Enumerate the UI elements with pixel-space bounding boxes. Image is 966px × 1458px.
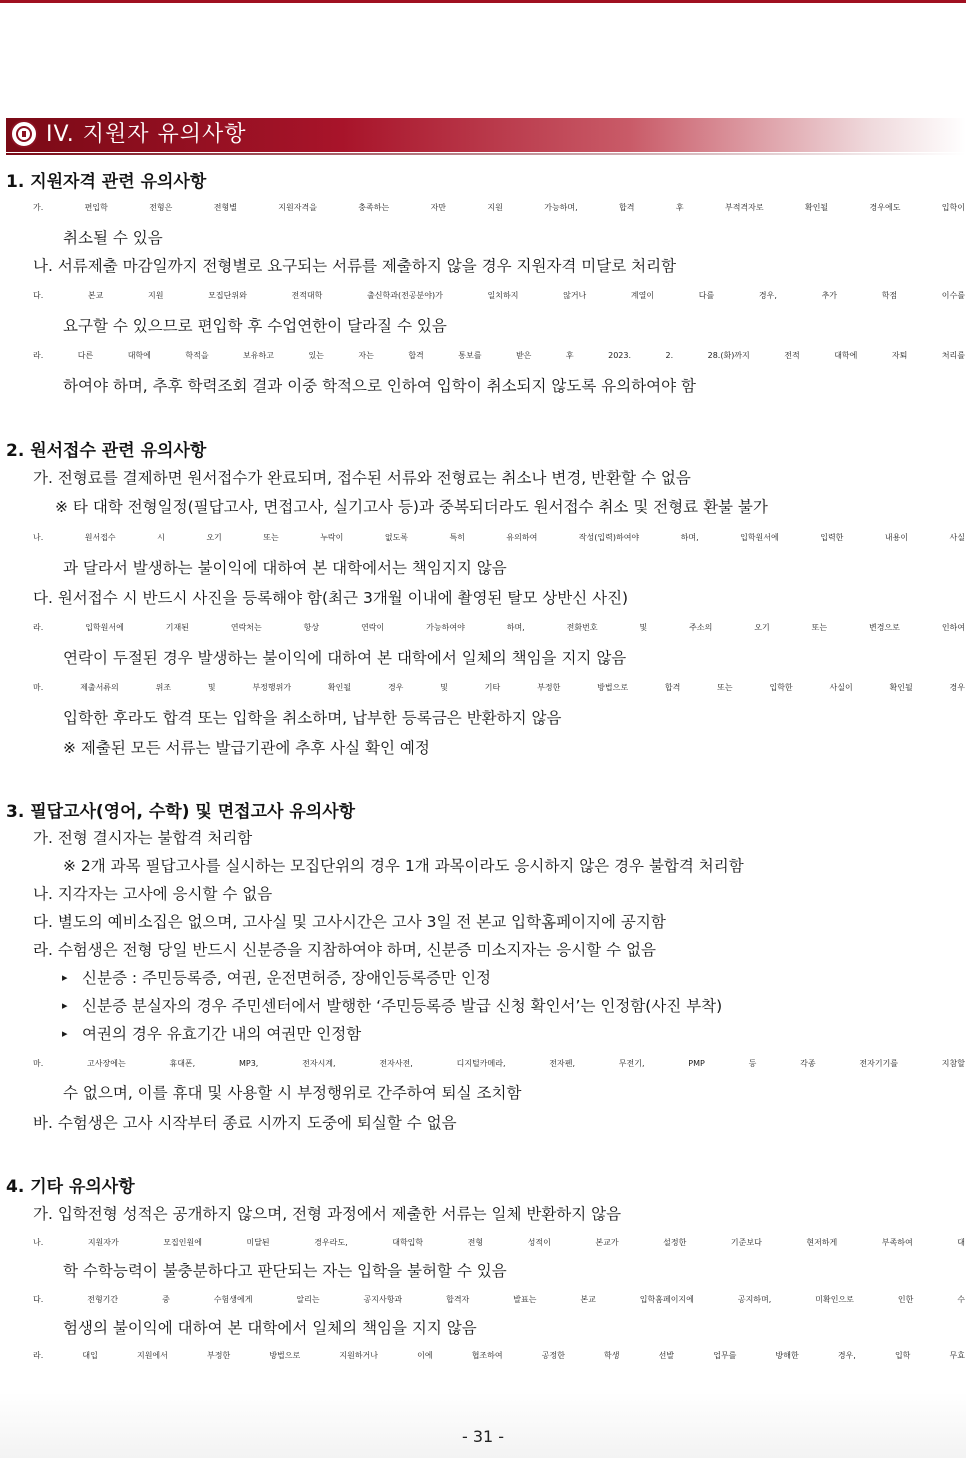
list-item: 가. 입학전형 성적은 공개하지 않으며, 전형 과정에서 제출한 서류는 일체 반환하지 않음 (33, 1205, 622, 1223)
section-title-2: 2. 원서접수 관련 유의사항 (6, 441, 207, 461)
section-title-3: 3. 필답고사(영어, 수학) 및 면접고사 유의사항 (6, 802, 356, 822)
list-item: 나. 지원자가 모집인원에 미달된 경우라도, 대학입학 전형 성적이 본교가 설정한 기준보다 현저하게 부족하여 대 (33, 1238, 965, 1247)
list-item: 마. 제출서류의 위조 및 부정행위가 확인될 경우 및 기타 부정한 방법으로 합격 또는 입학한 사실이 확인될 경우 (33, 683, 965, 692)
list-item: 가. 편입학 전형은 전형별 지원자격을 충족하는 자만 지원 가능하며, 합격 후 부적격자로 확인될 경우에도 입학이 (33, 203, 965, 212)
list-item-cont: 험생의 불이익에 대하여 본 대학에서 일체의 책임을 지지 않음 (63, 1319, 477, 1337)
list-item: 라. 입학원서에 기재된 연락처는 항상 연락이 가능하여야 하며, 전화번호 및 주소의 오기 또는 변경으로 인하여 (33, 623, 965, 632)
list-item-cont: 하여야 하며, 추후 학력조회 결과 이중 학적으로 인하여 입학이 취소되지 않도록 유의하여야 함 (63, 377, 697, 395)
bullet-marker-icon: ▸ (62, 1027, 68, 1040)
list-item: 나. 서류제출 마감일까지 전형별로 요구되는 서류를 제출하지 않을 경우 지원자격 미달로 처리함 (33, 257, 677, 275)
bullet-marker-icon: ▸ (62, 971, 68, 984)
list-item-cont: 학 수학능력이 불충분하다고 판단되는 자는 입학을 불허할 수 있음 (63, 1262, 507, 1280)
bullet-item: 신분증 : 주민등록증, 여권, 운전면허증, 장애인등록증만 인정 (82, 969, 491, 987)
list-item: 가. 전형료를 결제하면 원서접수가 완료되며, 접수된 서류와 전형료는 취소나 변경, 반환할 수 없음 (33, 469, 691, 487)
list-item: 라. 수험생은 전형 당일 반드시 신분증을 지참하여야 하며, 신분증 미소지자는 응시할 수 없음 (33, 941, 656, 959)
section-header-bar (6, 118, 966, 152)
note-item: ※ 2개 과목 필답고사를 실시하는 모집단위의 경우 1개 과목이라도 응시하지 않은 경우 불합격 처리함 (63, 857, 744, 875)
note-item: ※ 제출된 모든 서류는 발급기관에 추후 사실 확인 예정 (63, 739, 430, 757)
list-item: 라. 다른 대학에 학적을 보유하고 있는 자는 합격 통보를 받은 후 2023. 2. 28.(화)까지 전적 대학에 자퇴 처리를 (33, 351, 965, 360)
list-item-cont: 연락이 두절된 경우 발생하는 불이익에 대하여 본 대학에서 일체의 책임을 지지 않음 (63, 649, 627, 667)
list-item-cont: 입학한 후라도 합격 또는 입학을 취소하며, 납부한 등록금은 반환하지 않음 (63, 709, 562, 727)
section-title-4: 4. 기타 유의사항 (6, 1177, 135, 1197)
list-item: 다. 본교 지원 모집단위와 전적대학 출신학과(전공분야)가 일치하지 않거나 계열이 다를 경우, 추가 학점 이수를 (33, 291, 965, 300)
bullet-item: 여권의 경우 유효기간 내의 여권만 인정함 (82, 1025, 362, 1043)
list-item-cont: 요구할 수 있으므로 편입학 후 수업연한이 달라질 수 있음 (63, 317, 447, 335)
list-item-cont: 과 달라서 발생하는 불이익에 대하여 본 대학에서는 책임지지 않음 (63, 559, 507, 577)
list-item-cont: 취소될 수 있음 (63, 229, 163, 247)
list-item: 다. 전형기간 중 수험생에게 알리는 공지사항과 합격자 발표는 본교 입학홈페이지에 공지하며, 미확인으로 인한 수 (33, 1295, 965, 1304)
footer-band (0, 1392, 966, 1458)
list-item: 다. 별도의 예비소집은 없으며, 고사실 및 고사시간은 고사 3일 전 본교 입학홈페이지에 공지함 (33, 913, 666, 931)
list-item-cont: 수 없으며, 이를 휴대 및 사용할 시 부정행위로 간주하여 퇴실 조치함 (63, 1084, 522, 1102)
bullet-marker-icon: ▸ (62, 999, 68, 1012)
bullet-item: 신분증 분실자의 경우 주민센터에서 발행한 ‘주민등록증 발급 신청 확인서’는 인정함(사진 부착) (82, 997, 723, 1015)
note-item: ※ 타 대학 전형일정(필답고사, 면접고사, 실기고사 등)과 중복되더라도 원서접수 취소 및 전형료 환불 불가 (55, 498, 768, 516)
list-item: 나. 원서접수 시 오기 또는 누락이 없도록 특히 유의하여 작성(입력)하여야 하며, 입학원서에 입력한 내용이 사실 (33, 533, 965, 542)
list-item: 가. 전형 결시자는 불합격 처리함 (33, 829, 253, 847)
section-title-1: 1. 지원자격 관련 유의사항 (6, 172, 207, 192)
page-number: - 31 - (461, 1427, 505, 1446)
university-emblem-icon (10, 120, 38, 148)
top-rule (0, 0, 966, 3)
page-title: IV. 지원자 유의사항 (46, 122, 247, 147)
list-item: 라. 대입 지원에서 부정한 방법으로 지원하거나 이에 협조하여 공정한 학생 선발 업무를 방해한 경우, 입학 무효 (33, 1351, 965, 1360)
list-item: 바. 수험생은 고사 시작부터 종료 시까지 도중에 퇴실할 수 없음 (33, 1114, 457, 1132)
list-item: 나. 지각자는 고사에 응시할 수 없음 (33, 885, 273, 903)
list-item: 마. 고사장에는 휴대폰, MP3, 전자시계, 전자사전, 디지털카메라, 전자펜, 무전기, PMP 등 각종 전자기기를 지참할 (33, 1059, 965, 1068)
list-item: 다. 원서접수 시 반드시 사진을 등록해야 함(최근 3개월 이내에 촬영된 탈모 상반신 사진) (33, 589, 629, 607)
